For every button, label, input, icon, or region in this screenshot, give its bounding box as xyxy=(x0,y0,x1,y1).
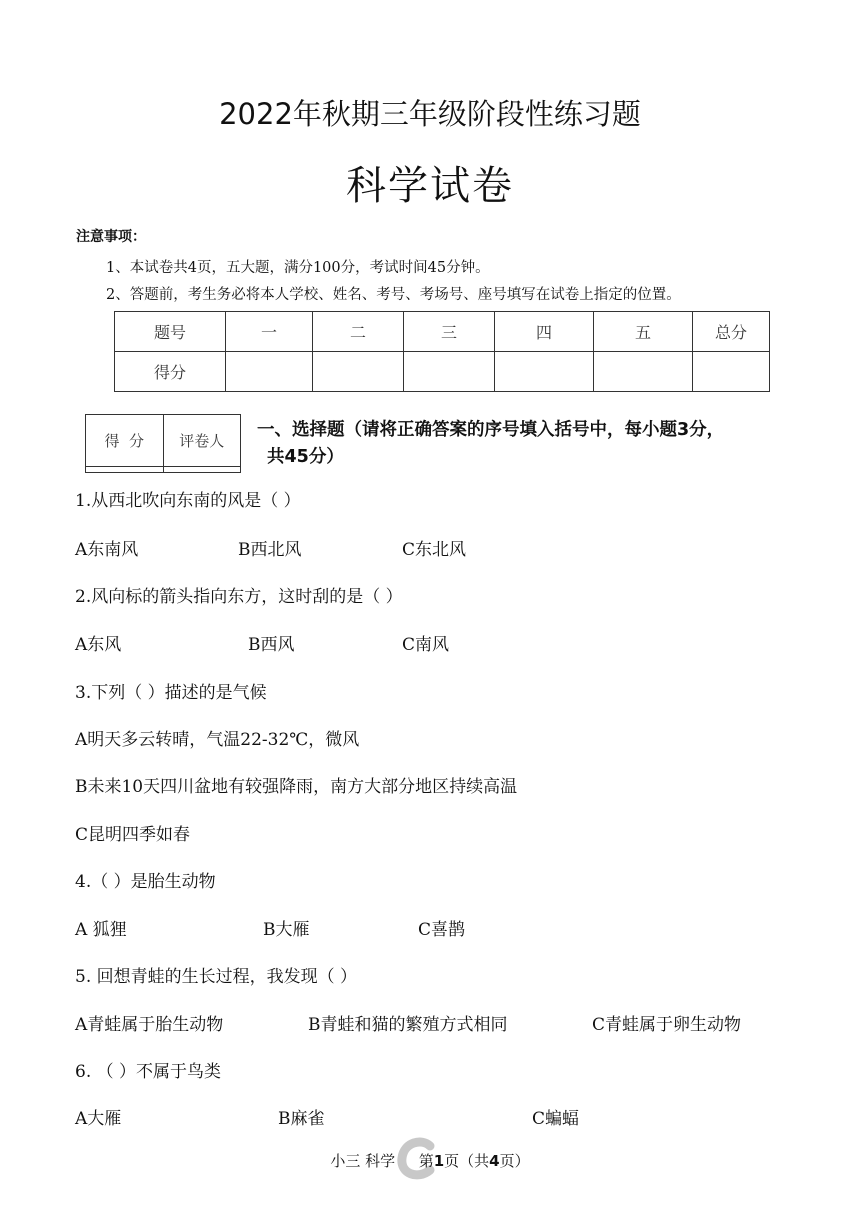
question-1-stem: 1.从西北吹向东南的风是（ ） xyxy=(75,491,301,511)
question-5-option-a: A青蛙属于胎生动物 xyxy=(75,1015,224,1035)
score-table-col-2: 二 xyxy=(313,312,404,352)
score-table-row-label: 题号 xyxy=(115,312,226,352)
score-table-row-label: 得分 xyxy=(115,352,226,392)
question-3-option-c: C昆明四季如春 xyxy=(75,825,191,845)
section-heading xyxy=(257,417,817,471)
footer-page-number: 1 xyxy=(433,1152,445,1170)
score-table-col-3: 三 xyxy=(404,312,495,352)
score-table-col-total: 总分 xyxy=(693,312,770,352)
question-4-option-c: C喜鹊 xyxy=(418,920,466,940)
page-footer xyxy=(0,1150,860,1171)
question-6-stem: 6. （ ）不属于鸟类 xyxy=(75,1062,222,1082)
exam-title: 2022年秋期三年级阶段性练习题 xyxy=(219,97,641,131)
question-3-stem: 3.下列（ ）描述的是气候 xyxy=(75,683,267,703)
section-heading-line-2: 共45分） xyxy=(267,447,344,467)
grader-score-label: 得 分 xyxy=(86,415,164,467)
grader-box xyxy=(85,414,241,473)
footer-page-prefix: 第 xyxy=(418,1152,434,1170)
question-3-option-b: B未来10天四川盆地有较强降雨，南方大部分地区持续高温 xyxy=(75,777,518,797)
score-table-score-row xyxy=(115,352,770,392)
question-5-option-c: C青蛙属于卵生动物 xyxy=(592,1015,742,1035)
score-table-col-1: 一 xyxy=(226,312,313,352)
score-cell[interactable] xyxy=(693,352,770,392)
score-table xyxy=(114,311,770,392)
question-5-option-b: B青蛙和猫的繁殖方式相同 xyxy=(308,1015,508,1035)
notice-item-1: 1、本试卷共4页，五大题，满分100分，考试时间45分钟。 xyxy=(106,260,490,276)
question-6-option-b: B麻雀 xyxy=(278,1109,325,1129)
question-2-stem: 2.风向标的箭头指向东方，这时刮的是（ ） xyxy=(75,587,403,607)
grader-name-cell[interactable] xyxy=(163,466,241,472)
notice-item-2: 2、答题前，考生务必将本人学校、姓名、考号、考场号、座号填写在试卷上指定的位置。 xyxy=(106,287,681,303)
question-6-option-c: C蝙蝠 xyxy=(532,1109,580,1129)
question-1-option-c: C东北风 xyxy=(402,540,467,560)
question-2-option-a: A东风 xyxy=(75,635,122,655)
exam-subject-title: 科学试卷 xyxy=(346,163,514,209)
score-cell[interactable] xyxy=(313,352,404,392)
footer-page-total: 4 xyxy=(489,1152,500,1170)
question-4-option-a: A 狐狸 xyxy=(75,920,127,940)
question-6-option-a: A大雁 xyxy=(75,1109,122,1129)
score-table-header-row xyxy=(115,312,770,352)
question-4-option-b: B大雁 xyxy=(263,920,310,940)
footer-page-mid: 页（共 xyxy=(444,1152,490,1170)
question-4-stem: 4.（ ）是胎生动物 xyxy=(75,872,216,892)
score-cell[interactable] xyxy=(495,352,594,392)
section-heading-line-1: 一、选择题（请将正确答案的序号填入括号中，每小题3分， xyxy=(257,420,725,440)
score-table-col-5: 五 xyxy=(594,312,693,352)
question-3-option-a: A明天多云转晴，气温22-32℃，微风 xyxy=(75,730,360,750)
grader-score-cell[interactable] xyxy=(86,466,164,472)
question-1-option-b: B西北风 xyxy=(238,540,302,560)
grader-name-label: 评卷人 xyxy=(163,415,241,467)
question-2-option-c: C南风 xyxy=(402,635,450,655)
footer-course: 小三 科学 xyxy=(330,1152,396,1170)
score-cell[interactable] xyxy=(226,352,313,392)
score-cell[interactable] xyxy=(404,352,495,392)
score-table-col-4: 四 xyxy=(495,312,594,352)
notice-heading: 注意事项： xyxy=(76,229,146,245)
question-2-option-b: B西风 xyxy=(248,635,295,655)
question-1-option-a: A东南风 xyxy=(75,540,139,560)
score-cell[interactable] xyxy=(594,352,693,392)
footer-page-suffix: 页） xyxy=(499,1152,530,1170)
question-5-stem: 5. 回想青蛙的生长过程，我发现（ ） xyxy=(75,967,358,987)
